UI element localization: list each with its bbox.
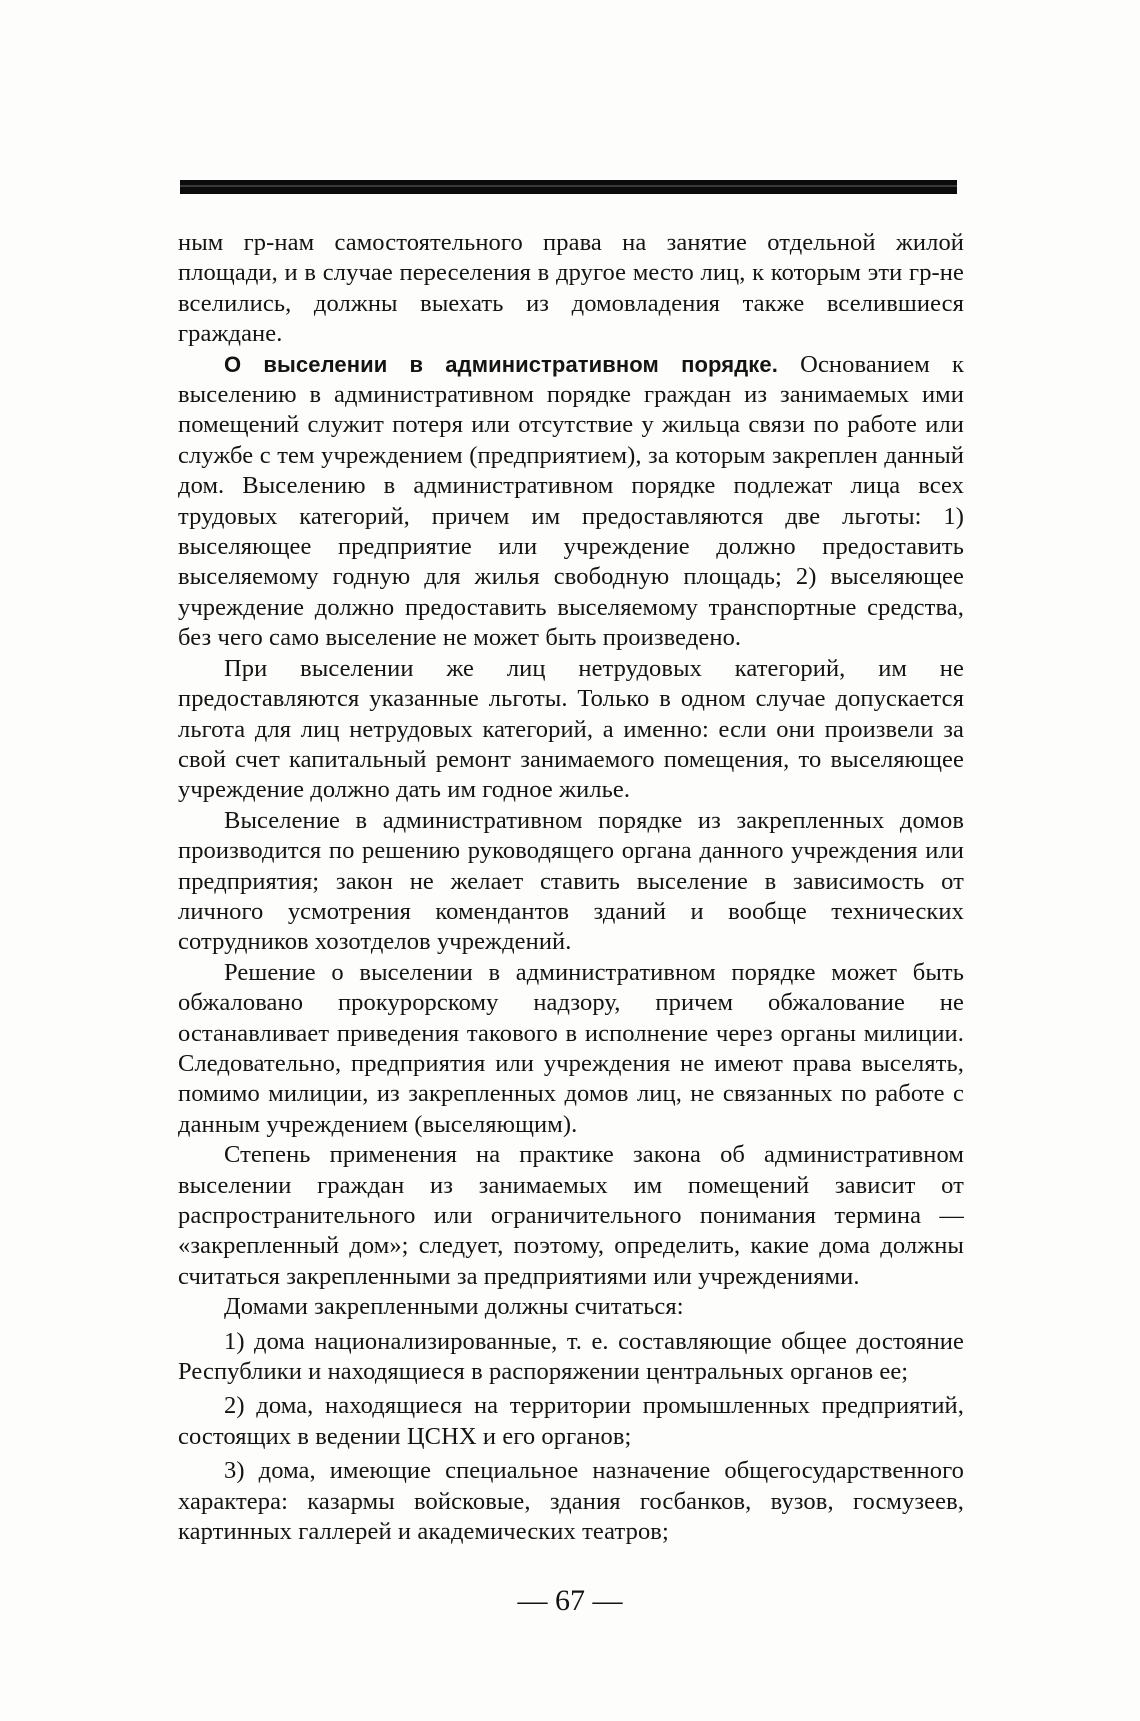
- paragraph: Степень применения на практике закона об административном выселении граждан из занимаемых им помещений зависит от распространительного или ограничительного понимания термина — «закрепленный дом»; следует, поэтому, определить, какие дома должны считаться закрепленными за предприятиями или учреждениями.: [178, 1141, 964, 1290]
- paragraph: Решение о выселении в административном порядке может быть обжаловано прокурорскому надзору, причем обжалование не останавливает приведения такового в исполнение через органы милиции. Следовательно, предприятия или учреждения не имеют права выселять, помимо милиции, из закрепленных домов лиц, не связанных по работе с данным учреждением (выселяющим).: [178, 958, 964, 1138]
- section-paragraph: [178, 350, 964, 654]
- paragraph: При выселении же лиц нетрудовых категорий, им не предоставляются указанные льготы. Только в одном случае допускается льгота для лиц нетрудовых категорий, а именно: если они произвели за свой счет капитальный ремонт занимаемого помещения, то выселяющее учреждение должно дать им годное жилье.: [178, 654, 964, 804]
- list-item: 1) дома национализированные, т. е. составляющие общее достояние Республики и находящиеся в распоряжении центральных органов ее;: [178, 1327, 964, 1386]
- section-text: Основанием к выселению в административном порядке граждан из занимаемых ими помещений служит потеря или отсутствие у жильца связи по работе или службе с тем учреждением (предприятием), за которым закреплен данный дом. Выселению в административном порядке подлежат лица всех трудовых категорий, причем им предоставляются две льготы: 1) выселяющее предприятие или учреждение должно предоставить выселяемому годную для жилья свободную площадь; 2) выселяющее учреждение должно предоставить выселяемому транспортные средства, без чего само выселение не может быть произведено.: [178, 350, 964, 652]
- paragraph-continued: ным гр-нам самостоятельного права на занятие отдельной жилой площади, и в случае переселения в другое место лиц, к которым эти гр-не вселились, должны выехать из домовладения также вселившиеся граждане.: [178, 229, 964, 348]
- paragraph: Выселение в административном порядке из закрепленных домов производится по решению руководящего органа данного учреждения или предприятия; закон не желает ставить выселение в зависимость от личного усмотрения комендантов зданий и вообще технических сотрудников хозотделов учреждений.: [178, 806, 964, 956]
- section-heading: О выселении в административном порядке.: [224, 351, 778, 377]
- page-body: [178, 228, 964, 1547]
- list-item: 2) дома, находящиеся на территории промышленных предприятий, состоящих в ведении ЦСНХ и его органов;: [178, 1392, 964, 1450]
- page-number: — 67 —: [517, 1584, 623, 1617]
- paragraph: Домами закрепленными должны считаться:: [224, 1293, 684, 1321]
- header-rule: [180, 180, 957, 194]
- list-item: 3) дома, имеющие специальное назначение общегосударственного характера: казармы войсковые, здания госбанков, вузов, госмузеев, картинных галлерей и академических театров;: [178, 1457, 964, 1546]
